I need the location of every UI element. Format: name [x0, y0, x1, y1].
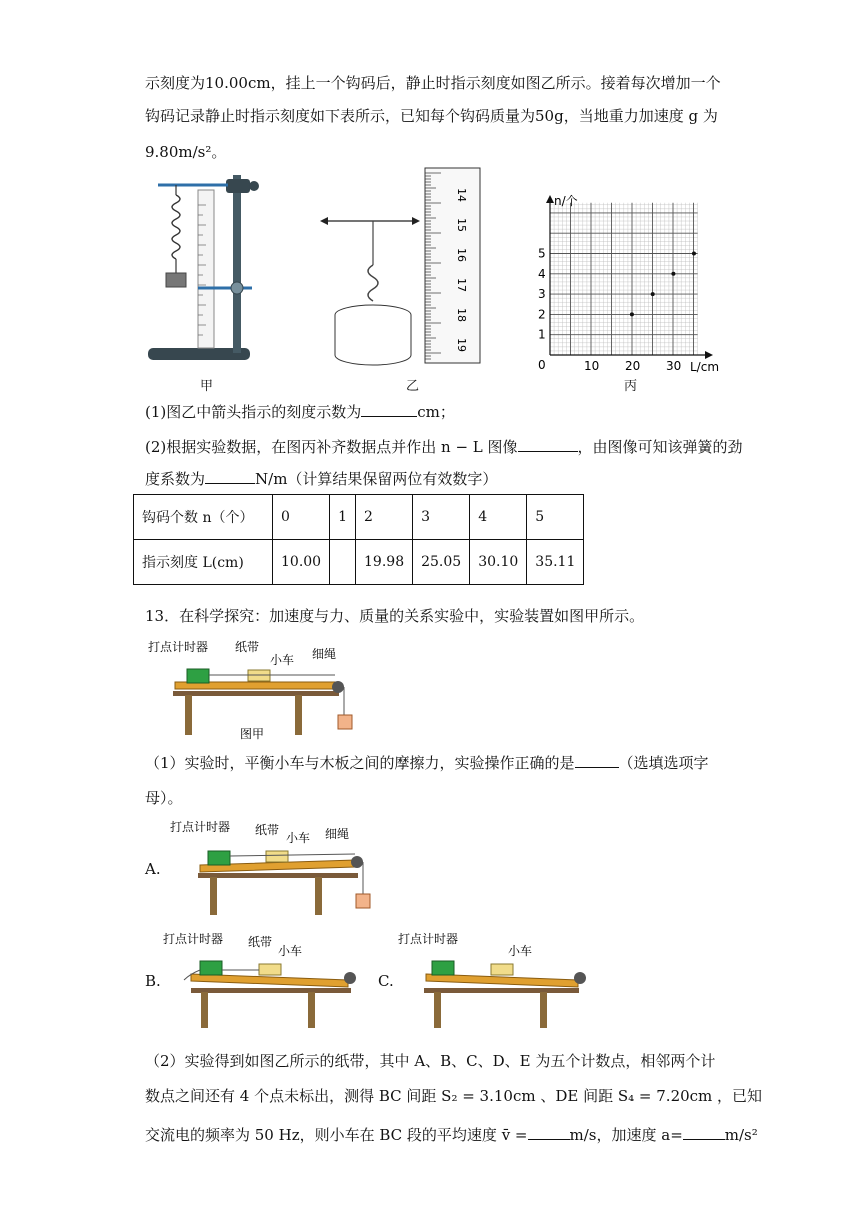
- table-row: 指示刻度 L(cm) 10.00 19.98 25.05 30.10 35.11: [134, 540, 584, 585]
- question-13-2-cont2: 交流电的频率为 50 Hz，则小车在 BC 段的平均速度 v̄ = m/s，加速度 a= m/s²: [145, 1126, 758, 1144]
- answer-blank[interactable]: [575, 753, 619, 768]
- option-a-figure: [170, 818, 390, 918]
- svg-text:细绳: 细绳: [312, 647, 337, 661]
- ruler-tick-label: 19: [455, 338, 468, 352]
- graph-point: [651, 292, 655, 296]
- ruler-tick-label: 14: [455, 188, 468, 202]
- svg-text:打点计时器: 打点计时器: [148, 640, 209, 654]
- option-c-figure: [398, 930, 598, 1030]
- figure-yi-ruler: [318, 165, 488, 370]
- graph-y-tick: 1: [538, 327, 546, 342]
- graph-y-tick: 2: [538, 307, 546, 322]
- figure-yi-label: 乙: [406, 379, 420, 394]
- answer-blank[interactable]: [205, 469, 255, 484]
- svg-text:图甲: 图甲: [240, 727, 265, 741]
- graph-y-tick: 4: [538, 266, 546, 281]
- intro-line-2: 钩码记录静止时指示刻度如下表所示，已知每个钩码质量为50g，当地重力加速度 g 为: [145, 107, 718, 125]
- svg-text:打点计时器: 打点计时器: [170, 820, 231, 834]
- option-b-figure: [163, 930, 363, 1030]
- option-a[interactable]: A.: [145, 860, 161, 878]
- ruler-tick-label: 16: [455, 248, 468, 262]
- ruler-tick-label: 15: [455, 218, 468, 232]
- graph-x-tick: 30: [666, 359, 682, 373]
- intro-line-1: 示刻度为10.00cm，挂上一个钩码后，静止时指示刻度如图乙所示。接着每次增加一个: [145, 74, 721, 92]
- svg-text:小车: 小车: [286, 831, 311, 845]
- svg-text:纸带: 纸带: [248, 935, 273, 949]
- graph-point: [630, 312, 634, 316]
- graph-y-tick: 5: [538, 246, 546, 261]
- svg-text:小车: 小车: [508, 944, 533, 958]
- question-12-1: (1)图乙中箭头指示的刻度示数为 cm；: [145, 403, 455, 421]
- question-12-2: (2)根据实验数据，在图丙补齐数据点并作出 n − L 图像 ，由图像可知该弹簧的劲: [145, 438, 743, 456]
- option-c[interactable]: C.: [378, 972, 394, 990]
- graph-origin: 0: [538, 358, 546, 372]
- question-13-1: （1）实验时，平衡小车与木板之间的摩擦力，实验操作正确的是 （选填选项字: [145, 754, 709, 772]
- question-13-2: （2）实验得到如图乙所示的纸带，其中 A、B、C、D、E 为五个计数点，相邻两个计: [145, 1052, 716, 1070]
- answer-blank[interactable]: [361, 402, 417, 417]
- graph-x-label: L/cm: [690, 360, 720, 374]
- intro-line-3: 9.80m/s²。: [145, 143, 227, 161]
- ruler-tick-label: 17: [455, 278, 468, 292]
- graph-point: [692, 252, 696, 256]
- graph-point: [671, 272, 675, 276]
- figure-jia-stand: [140, 165, 270, 365]
- svg-text:小车: 小车: [278, 944, 303, 958]
- question-13-2-cont: 数点之间还有 4 个点未标出，测得 BC 间距 S₂ = 3.10cm 、DE 间距 S₄ = 7.20cm ，已知: [145, 1087, 763, 1105]
- question-12-2-cont: 度系数为 N/m（计算结果保留两位有效数字）: [145, 470, 498, 488]
- data-table: [133, 494, 584, 585]
- svg-text:打点计时器: 打点计时器: [163, 932, 224, 946]
- svg-text:纸带: 纸带: [235, 640, 260, 654]
- question-13-1-cont: 母）。: [145, 789, 183, 807]
- graph-y-tick: 3: [538, 287, 546, 302]
- answer-blank[interactable]: [518, 437, 578, 452]
- graph-x-tick: 10: [584, 359, 600, 373]
- table-header: 钩码个数 n（个）: [134, 495, 273, 540]
- option-b[interactable]: B.: [145, 972, 161, 990]
- figure-jia-label: 甲: [200, 379, 214, 394]
- svg-text:小车: 小车: [270, 653, 295, 667]
- question-13-title: 13．在科学探究：加速度与力、质量的关系实验中，实验装置如图甲所示。: [145, 607, 645, 625]
- table-row: 钩码个数 n（个） 0 1 2 3 4 5: [134, 495, 584, 540]
- figure-bing-graph: [530, 193, 730, 378]
- graph-y-label: n/个: [554, 194, 578, 208]
- answer-blank[interactable]: [528, 1125, 570, 1140]
- svg-text:细绳: 细绳: [325, 827, 350, 841]
- figure-bing-label: 丙: [624, 379, 638, 394]
- svg-text:打点计时器: 打点计时器: [398, 932, 459, 946]
- table-header: 指示刻度 L(cm): [134, 540, 273, 585]
- svg-text:纸带: 纸带: [255, 823, 280, 837]
- graph-x-tick: 20: [625, 359, 641, 373]
- answer-blank[interactable]: [683, 1125, 725, 1140]
- ruler-tick-label: 18: [455, 308, 468, 322]
- figure-13-jia: [145, 637, 365, 742]
